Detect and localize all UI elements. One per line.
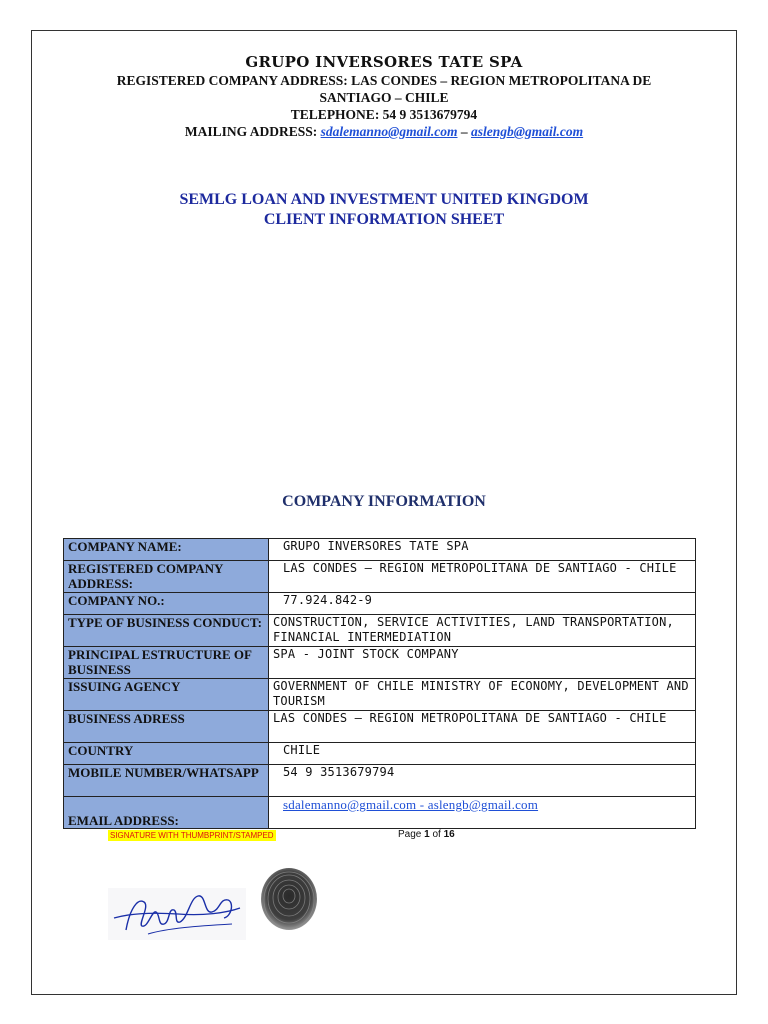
- row-value: SPA - JOINT STOCK COMPANY: [269, 647, 696, 679]
- company-title: GRUPO INVERSORES TATE SPA: [245, 53, 523, 71]
- table-row: [64, 743, 696, 765]
- title-line-2: CLIENT INFORMATION SHEET: [263, 211, 505, 228]
- row-label: EMAIL ADDRESS:: [64, 797, 269, 829]
- table-row: [64, 797, 696, 829]
- email-link-1[interactable]: sdalemanno@gmail.com: [320, 124, 458, 139]
- address-line-2: SANTIAGO – CHILE: [319, 90, 449, 105]
- table-row: [64, 679, 696, 711]
- table-row: [64, 615, 696, 647]
- page-total: 16: [443, 829, 455, 840]
- table-row: [64, 647, 696, 679]
- address-line-1: REGISTERED COMPANY ADDRESS: LAS CONDES – REGION METROPOLITANA DE: [116, 73, 652, 88]
- row-value: 77.924.842-9: [269, 593, 696, 615]
- row-label: BUSINESS ADRESS: [64, 711, 269, 743]
- document-title: [0, 190, 768, 230]
- email-separator: –: [457, 124, 472, 139]
- row-value: 54 9 3513679794: [269, 765, 696, 797]
- row-label: ISSUING AGENCY: [64, 679, 269, 711]
- row-value: CONSTRUCTION, SERVICE ACTIVITIES, LAND TRANSPORTATION, FINANCIAL INTERMEDIATION: [269, 615, 696, 647]
- table-row: [64, 593, 696, 615]
- page-current: 1: [424, 829, 430, 840]
- letterhead: [0, 52, 768, 140]
- row-label: REGISTERED COMPANY ADDRESS:: [64, 561, 269, 593]
- row-label: PRINCIPAL ESTRUCTURE OF BUSINESS: [64, 647, 269, 679]
- row-value: LAS CONDES – REGION METROPOLITANA DE SANTIAGO - CHILE: [269, 711, 696, 743]
- signature-instruction: SIGNATURE WITH THUMBPRINT/STAMPED: [110, 831, 274, 840]
- handwritten-signature: [108, 888, 246, 940]
- row-value: CHILE: [269, 743, 696, 765]
- mailing-address-line: [0, 123, 768, 140]
- row-value: GRUPO INVERSORES TATE SPA: [269, 539, 696, 561]
- row-label: COMPANY NO.:: [64, 593, 269, 615]
- row-label: COMPANY NAME:: [64, 539, 269, 561]
- email-link-2[interactable]: aslengb@gmail.com: [471, 124, 584, 139]
- section-heading: COMPANY INFORMATION: [282, 493, 486, 510]
- table-row: [64, 561, 696, 593]
- telephone-line: TELEPHONE: 54 9 3513679794: [290, 107, 478, 122]
- row-label: COUNTRY: [64, 743, 269, 765]
- row-value: GOVERNMENT OF CHILE MINISTRY OF ECONOMY, DEVELOPMENT AND TOURISM: [269, 679, 696, 711]
- row-value: LAS CONDES – REGION METROPOLITANA DE SANTIAGO - CHILE: [269, 561, 696, 593]
- thumbprint-image: [258, 866, 320, 932]
- title-line-1: SEMLG LOAN AND INVESTMENT UNITED KINGDOM: [179, 191, 589, 208]
- email-value-link[interactable]: sdalemanno@gmail.com - aslengb@gmail.com: [269, 797, 696, 829]
- table-row: [64, 539, 696, 561]
- table-row: [64, 711, 696, 743]
- page-prefix: Page: [398, 829, 425, 840]
- page-of: of: [429, 829, 444, 840]
- row-label: TYPE OF BUSINESS CONDUCT:: [64, 615, 269, 647]
- page-number: [398, 829, 455, 840]
- table-row: [64, 765, 696, 797]
- mailing-label: MAILING ADDRESS:: [184, 124, 321, 139]
- row-label: MOBILE NUMBER/WHATSAPP: [64, 765, 269, 797]
- page-border: [31, 30, 737, 995]
- company-info-table: [63, 538, 696, 829]
